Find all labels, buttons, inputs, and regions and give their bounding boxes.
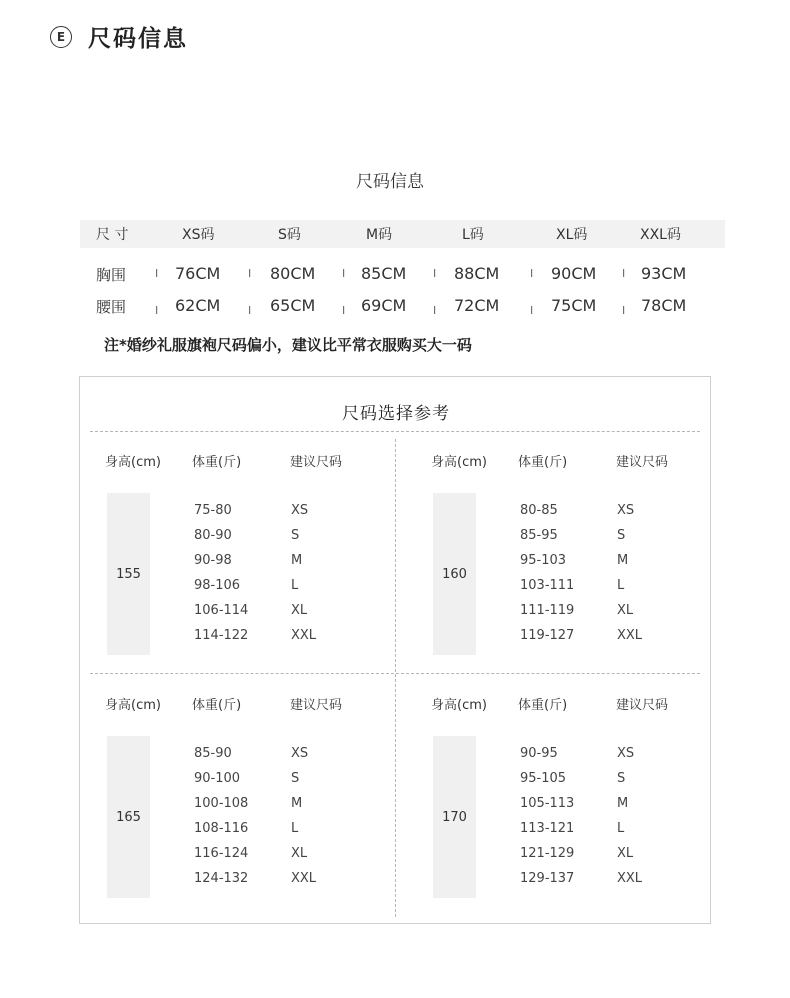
- row-value: 90CM: [551, 264, 597, 283]
- row-separator: I: [155, 267, 159, 280]
- row-separator: I: [622, 267, 626, 280]
- weight-range: 90-100: [194, 771, 241, 786]
- suggested-size: S: [291, 771, 300, 786]
- size-reference-box: [79, 376, 711, 924]
- row-separator: I: [622, 304, 626, 317]
- row-label: 胸围: [96, 266, 127, 284]
- row-separator: I: [248, 267, 252, 280]
- weight-range: 121-129: [520, 846, 575, 861]
- row-separator: I: [248, 304, 252, 317]
- weight-range: 85-90: [194, 746, 232, 761]
- suggested-size: XXL: [291, 628, 317, 643]
- size-table-header: [80, 220, 725, 248]
- weight-range: 100-108: [194, 796, 249, 811]
- suggested-size: XS: [291, 503, 309, 518]
- row-separator: I: [530, 267, 534, 280]
- row-label: 腰围: [96, 298, 127, 316]
- weight-range: 116-124: [194, 846, 249, 861]
- size-header-xl: XL码: [556, 227, 588, 243]
- weight-range: 124-132: [194, 871, 249, 886]
- row-value: 75CM: [551, 296, 597, 315]
- col-header-weight: 体重(斤): [518, 455, 568, 470]
- suggested-size: S: [291, 528, 300, 543]
- height-value: 155: [107, 493, 150, 655]
- weight-range: 113-121: [520, 821, 575, 836]
- col-header-weight: 体重(斤): [192, 698, 242, 713]
- col-header-height: 身高(cm): [105, 455, 161, 470]
- suggested-size: L: [291, 821, 299, 836]
- weight-range: 80-85: [520, 503, 558, 518]
- suggested-size: XL: [617, 603, 634, 618]
- divider: [90, 431, 700, 432]
- size-header-label: 尺 寸: [96, 227, 129, 243]
- row-value: 65CM: [270, 296, 316, 315]
- weight-range: 75-80: [194, 503, 232, 518]
- size-table-title: 尺码信息: [356, 172, 424, 192]
- weight-range: 98-106: [194, 578, 241, 593]
- weight-range: 95-105: [520, 771, 567, 786]
- col-header-size: 建议尺码: [290, 698, 343, 713]
- size-header-xxl: XXL码: [640, 227, 681, 243]
- suggested-size: S: [617, 528, 626, 543]
- suggested-size: L: [617, 578, 625, 593]
- weight-range: 129-137: [520, 871, 575, 886]
- suggested-size: L: [617, 821, 625, 836]
- suggested-size: S: [617, 771, 626, 786]
- suggested-size: XXL: [291, 871, 317, 886]
- col-header-weight: 体重(斤): [518, 698, 568, 713]
- size-header-xs: XS码: [182, 227, 215, 243]
- suggested-size: L: [291, 578, 299, 593]
- suggested-size: XS: [291, 746, 309, 761]
- size-row-waist: [96, 296, 716, 320]
- suggested-size: XS: [617, 503, 635, 518]
- suggested-size: XL: [291, 603, 308, 618]
- list-circle-icon: E: [50, 26, 72, 48]
- row-separator: I: [342, 304, 346, 317]
- row-separator: I: [530, 304, 534, 317]
- weight-range: 119-127: [520, 628, 575, 643]
- row-value: 62CM: [175, 296, 221, 315]
- col-header-height: 身高(cm): [431, 455, 487, 470]
- weight-range: 114-122: [194, 628, 249, 643]
- row-value: 76CM: [175, 264, 221, 283]
- reference-title: 尺码选择参考: [342, 404, 450, 424]
- row-value: 78CM: [641, 296, 687, 315]
- weight-range: 90-95: [520, 746, 558, 761]
- height-value: 160: [433, 493, 476, 655]
- col-header-size: 建议尺码: [616, 455, 669, 470]
- weight-range: 106-114: [194, 603, 249, 618]
- size-row-chest: [96, 264, 716, 288]
- suggested-size: XS: [617, 746, 635, 761]
- row-value: 80CM: [270, 264, 316, 283]
- height-value: 165: [107, 736, 150, 898]
- reference-group-170: [416, 694, 716, 934]
- weight-range: 85-95: [520, 528, 558, 543]
- col-header-height: 身高(cm): [431, 698, 487, 713]
- weight-range: 80-90: [194, 528, 232, 543]
- weight-range: 103-111: [520, 578, 575, 593]
- size-header-m: M码: [366, 227, 393, 243]
- weight-range: 95-103: [520, 553, 567, 568]
- row-separator: I: [342, 267, 346, 280]
- weight-range: 90-98: [194, 553, 232, 568]
- section-title: 尺码信息: [88, 26, 188, 52]
- col-header-size: 建议尺码: [616, 698, 669, 713]
- weight-range: 108-116: [194, 821, 249, 836]
- divider: [395, 439, 396, 917]
- weight-range: 105-113: [520, 796, 575, 811]
- suggested-size: XXL: [617, 628, 643, 643]
- col-header-size: 建议尺码: [290, 455, 343, 470]
- reference-group-155: [90, 451, 390, 691]
- row-value: 69CM: [361, 296, 407, 315]
- row-separator: I: [433, 304, 437, 317]
- size-header-s: S码: [278, 227, 301, 243]
- col-header-weight: 体重(斤): [192, 455, 242, 470]
- row-separator: I: [433, 267, 437, 280]
- suggested-size: M: [617, 796, 629, 811]
- row-separator: I: [155, 304, 159, 317]
- row-value: 93CM: [641, 264, 687, 283]
- reference-group-160: [416, 451, 716, 691]
- suggested-size: M: [617, 553, 629, 568]
- row-value: 72CM: [454, 296, 500, 315]
- suggested-size: XL: [291, 846, 308, 861]
- row-value: 88CM: [454, 264, 500, 283]
- col-header-height: 身高(cm): [105, 698, 161, 713]
- row-value: 85CM: [361, 264, 407, 283]
- weight-range: 111-119: [520, 603, 575, 618]
- suggested-size: M: [291, 553, 303, 568]
- suggested-size: XXL: [617, 871, 643, 886]
- suggested-size: XL: [617, 846, 634, 861]
- size-note: 注*婚纱礼服旗袍尺码偏小，建议比平常衣服购买大一码: [104, 336, 472, 354]
- size-header-l: L码: [462, 227, 484, 243]
- height-value: 170: [433, 736, 476, 898]
- reference-group-165: [90, 694, 390, 934]
- section-header: [50, 20, 188, 53]
- suggested-size: M: [291, 796, 303, 811]
